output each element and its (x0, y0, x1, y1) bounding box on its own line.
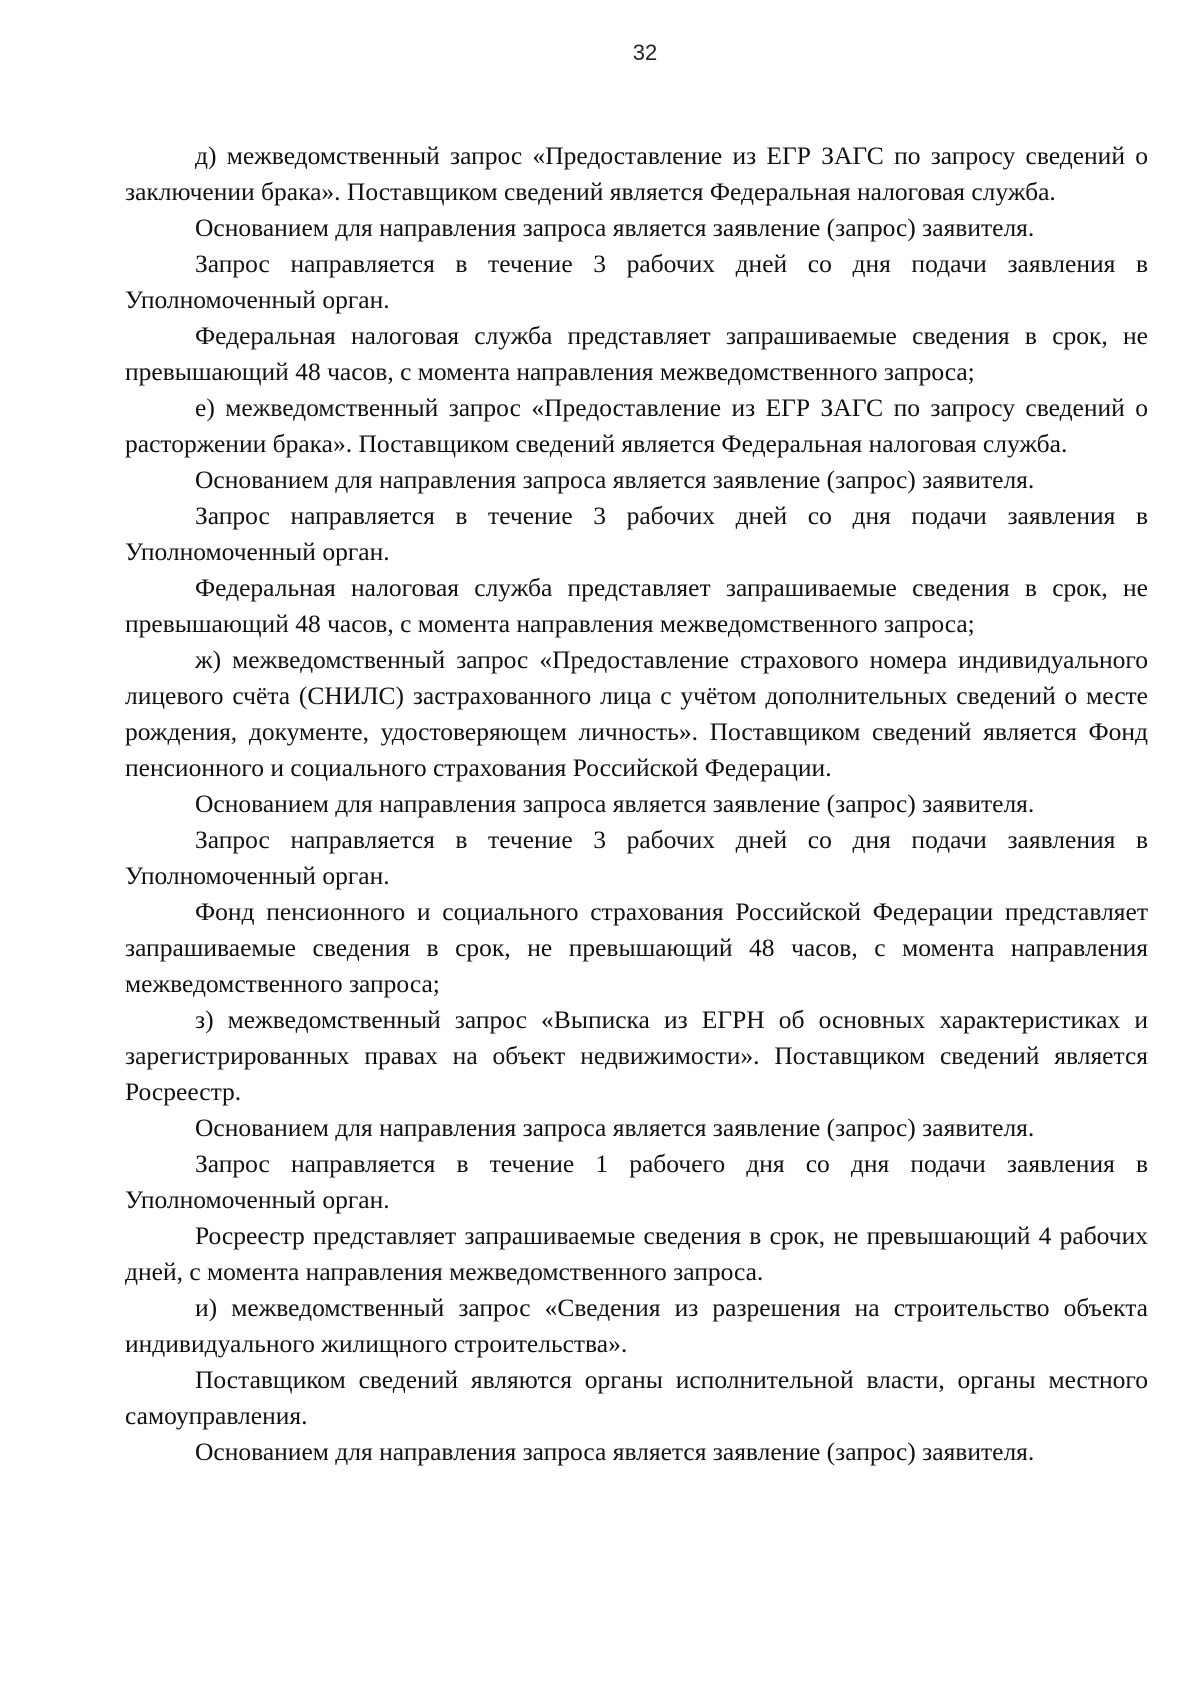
paragraph-z-request: з) межведомственный запрос «Выписка из ЕГРН об основных характеристиках и зарегистрированных правах на объект недвижимости». Поставщиком сведений является Росреестр. (125, 1005, 1148, 1106)
paragraph-z-timing: Запрос направляется в течение 1 рабочего дня со дня подачи заявления в Уполномоченный орган. (125, 1149, 1148, 1214)
paragraph-zh-timing: Запрос направляется в течение 3 рабочих дней со дня подачи заявления в Уполномоченный орган. (125, 825, 1148, 890)
paragraph-i-request: и) межведомственный запрос «Сведения из разрешения на строительство объекта индивидуального жилищного строительства». (125, 1293, 1148, 1358)
paragraph-z-response: Росреестр представляет запрашиваемые сведения в срок, не превышающий 4 рабочих дней, с момента направления межведомственного запроса. (125, 1221, 1148, 1286)
paragraph-i-basis: Основанием для направления запроса является заявление (запрос) заявителя. (195, 1437, 1035, 1466)
paragraph-zh-response: Фонд пенсионного и социального страхования Российской Федерации представляет запрашиваемые сведения в срок, не превышающий 48 часов, с момента направления межведомственного запроса; (125, 897, 1148, 998)
page-number: 32 (632, 40, 658, 65)
paragraph-z-basis: Основанием для направления запроса является заявление (запрос) заявителя. (195, 1113, 1035, 1142)
paragraph-e-timing: Запрос направляется в течение 3 рабочих дней со дня подачи заявления в Уполномоченный орган. (125, 501, 1148, 566)
paragraph-d-timing: Запрос направляется в течение 3 рабочих дней со дня подачи заявления в Уполномоченный орган. (125, 249, 1148, 314)
paragraph-zh-request: ж) межведомственный запрос «Предоставление страхового номера индивидуального лицевого счёта (СНИЛС) застрахованного лица с учётом дополнительных сведений о месте рождения, документе, удостоверяющем личность». Поставщиком сведений является Фонд пенсионного и социального страхования Российской Федерации. (125, 645, 1148, 782)
paragraph-d-response: Федеральная налоговая служба представляет запрашиваемые сведения в срок, не превышающий 48 часов, с момента направления межведомственного запроса; (125, 321, 1148, 386)
paragraph-d-request: д) межведомственный запрос «Предоставление из ЕГР ЗАГС по запросу сведений о заключении брака». Поставщиком сведений является Федеральная налоговая служба. (125, 141, 1148, 206)
paragraph-e-response: Федеральная налоговая служба представляет запрашиваемые сведения в срок, не превышающий 48 часов, с момента направления межведомственного запроса; (125, 573, 1148, 638)
paragraph-e-request: е) межведомственный запрос «Предоставление из ЕГР ЗАГС по запросу сведений о расторжении брака». Поставщиком сведений является Федеральная налоговая служба. (125, 393, 1148, 458)
document-body (125, 138, 1148, 1470)
paragraph-e-basis: Основанием для направления запроса является заявление (запрос) заявителя. (195, 465, 1035, 494)
paragraph-i-supplier: Поставщиком сведений являются органы исполнительной власти, органы местного самоуправления. (125, 1365, 1148, 1430)
paragraph-d-basis: Основанием для направления запроса является заявление (запрос) заявителя. (195, 213, 1035, 242)
paragraph-zh-basis: Основанием для направления запроса является заявление (запрос) заявителя. (195, 789, 1035, 818)
